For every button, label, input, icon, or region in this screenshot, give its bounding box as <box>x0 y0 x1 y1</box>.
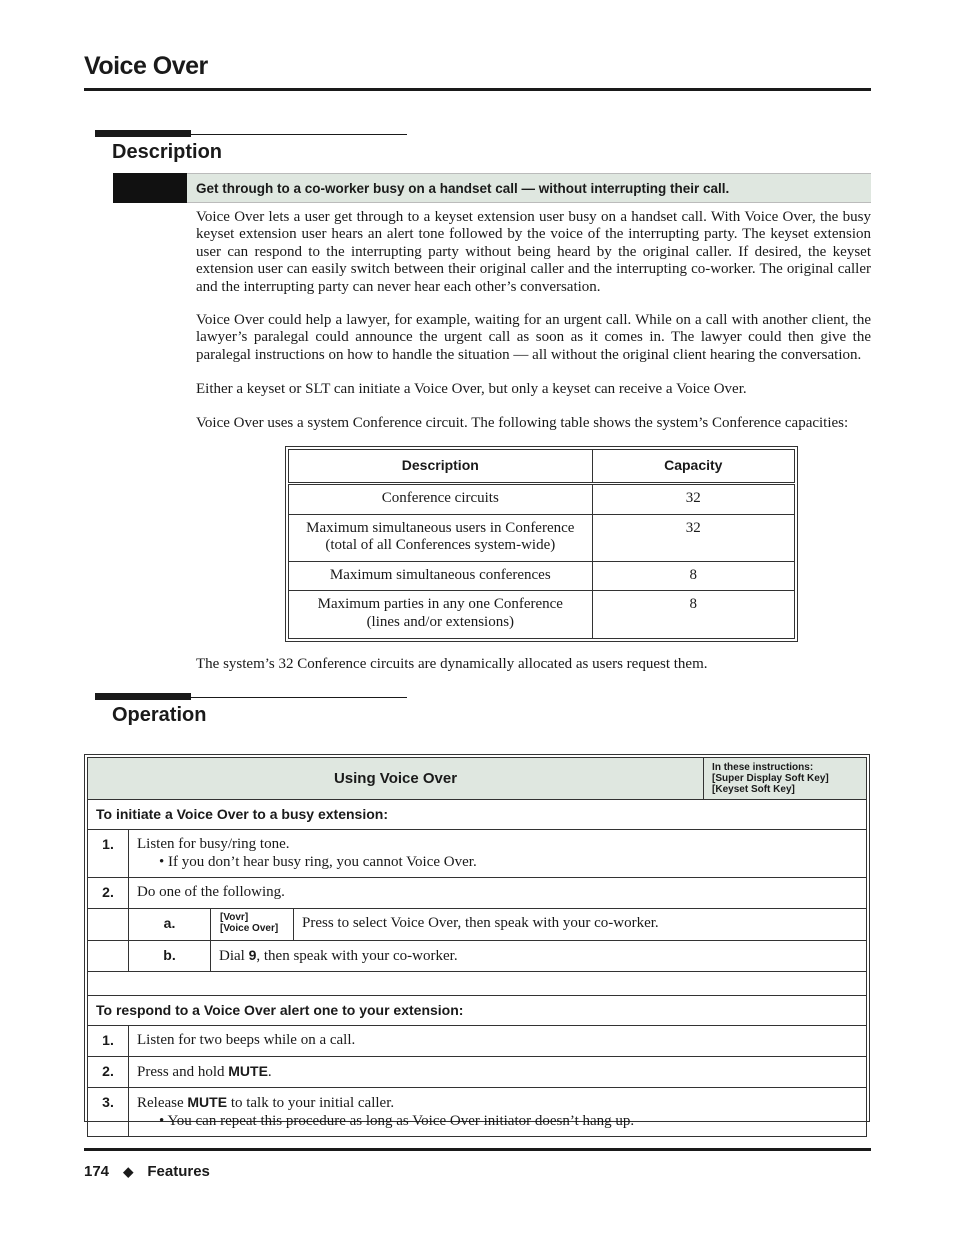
summary-box <box>187 173 871 203</box>
header-rule <box>84 88 871 91</box>
operation-heading: Operation <box>112 704 207 726</box>
table-row <box>289 562 795 591</box>
page-footer <box>84 1163 210 1180</box>
page-title: Voice Over <box>84 52 208 80</box>
substep-letter: a. <box>129 908 211 940</box>
step-text: Listen for busy/ring tone. • If you don’t hear busy ring, you cannot Voice Over. <box>129 830 867 878</box>
capacity-description: Conference circuits <box>289 484 593 515</box>
capacity-closing: The system’s 32 Conference circuits are dynamically allocated as users request them. <box>196 656 708 672</box>
step-text: Do one of the following. <box>129 878 867 908</box>
step-number: 2. <box>88 1056 129 1087</box>
step-text: Press and hold MUTE. <box>129 1056 867 1087</box>
table-row <box>88 908 867 940</box>
spacer-row <box>88 972 867 996</box>
description-heading: Description <box>112 141 223 163</box>
instructions-legend: In these instructions: [Super Display Soft Key] [Keyset Soft Key] <box>704 758 867 800</box>
capacity-description: Maximum simultaneous conferences <box>289 562 593 591</box>
diamond-icon: ◆ <box>123 1164 134 1179</box>
step-text: Listen for two beeps while on a call. <box>129 1026 867 1056</box>
operation-table <box>84 754 870 1129</box>
step-number: 2. <box>88 878 129 908</box>
capacity-header-description: Description <box>289 450 593 484</box>
step-text: Dial 9, then speak with your co-worker. <box>211 940 867 971</box>
step-number: 3. <box>88 1088 129 1137</box>
summary-marker <box>113 173 187 203</box>
initiate-heading: To initiate a Voice Over to a busy extension: <box>88 800 867 830</box>
capacity-value: 8 <box>592 562 794 591</box>
table-row <box>88 1026 867 1056</box>
respond-heading: To respond to a Voice Over alert one to your extension: <box>88 996 867 1026</box>
footer-rule <box>84 1148 871 1151</box>
step-text: Press to select Voice Over, then speak with your co-worker. <box>294 908 867 940</box>
section-rule <box>95 697 407 698</box>
page-number: 174 <box>84 1163 110 1180</box>
description-paragraph-1: Voice Over lets a user get through to a keyset extension user busy on a handset call. With Voice Over, the busy keyset extension user hears an alert tone followed by the voice of the interrupting party. The keyset extension user can respond to the interrupting party without being heard by the original caller. If desired, the keyset extension user can easily switch between their original caller and the interrupting co-worker. The original caller and the interrupting party can never hear each other’s conversation. <box>196 209 871 295</box>
capacity-table <box>285 446 798 642</box>
capacity-header-capacity: Capacity <box>592 450 794 484</box>
footer-section: Features <box>147 1163 210 1180</box>
table-row <box>289 514 795 562</box>
table-row <box>289 484 795 515</box>
substep-letter: b. <box>129 940 211 971</box>
soft-key-label: [Vovr] [Voice Over] <box>211 908 294 940</box>
step-number: 1. <box>88 1026 129 1056</box>
table-row <box>289 591 795 639</box>
operation-table-title: Using Voice Over <box>88 758 704 800</box>
capacity-description: Maximum simultaneous users in Conference (total of all Conferences system-wide) <box>289 514 593 562</box>
table-row <box>88 940 867 971</box>
table-row <box>88 1056 867 1087</box>
table-row <box>88 830 867 878</box>
table-row <box>88 1088 867 1137</box>
section-rule <box>95 134 407 135</box>
capacity-value: 8 <box>592 591 794 639</box>
capacity-value: 32 <box>592 514 794 562</box>
description-paragraph-3: Either a keyset or SLT can initiate a Voice Over, but only a keyset can receive a Voice Over. <box>196 381 747 397</box>
summary-text: Get through to a co-worker busy on a handset call — without interrupting their call. <box>196 180 730 196</box>
step-number: 1. <box>88 830 129 878</box>
table-row <box>88 878 867 908</box>
step-text: Release MUTE to talk to your initial caller. • You can repeat this procedure as long as Voice Over initiator doesn’t hang up. <box>129 1088 867 1137</box>
description-paragraph-4: Voice Over uses a system Conference circuit. The following table shows the system’s Conference capacities: <box>196 415 849 431</box>
capacity-description: Maximum parties in any one Conference (lines and/or extensions) <box>289 591 593 639</box>
description-paragraph-2: Voice Over could help a lawyer, for example, waiting for an urgent call. While on a call with another client, the lawyer’s paralegal could announce the urgent call as soon as it comes in. The lawyer could then give the paralegal instructions on how to handle the situation — all without the original client hearing the conversation. <box>196 312 871 363</box>
capacity-value: 32 <box>592 484 794 515</box>
